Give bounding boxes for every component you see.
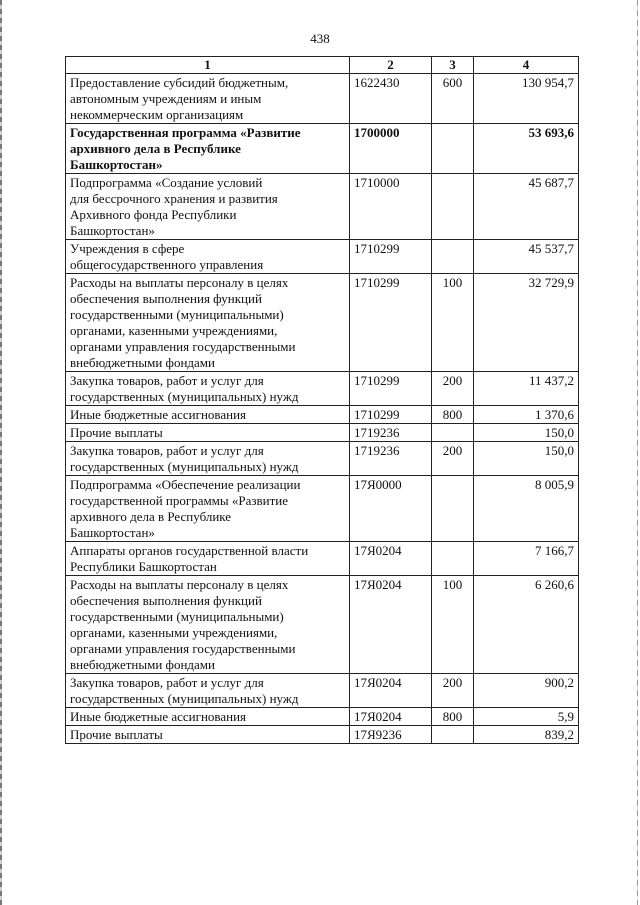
row-type-cell: 800: [432, 708, 474, 726]
row-code-cell: 1710000: [350, 174, 432, 240]
row-amount-cell: 8 005,9: [474, 476, 579, 542]
row-amount-cell: 32 729,9: [474, 274, 579, 372]
row-name-cell: Аппараты органов государственной власти Республики Башкортостан: [66, 542, 350, 576]
table-body: [66, 74, 579, 744]
row-type-cell: 200: [432, 674, 474, 708]
row-type-cell: [432, 174, 474, 240]
column-header-amount: 4: [474, 57, 579, 74]
row-amount-cell: 45 537,7: [474, 240, 579, 274]
row-name-cell: Расходы на выплаты персоналу в целях обеспечения выполнения функций государственными (муниципальными) органами, казенными учреждениями, органами управления государственными внебюджетными фондами: [66, 576, 350, 674]
row-type-cell: 100: [432, 274, 474, 372]
row-type-cell: 200: [432, 442, 474, 476]
row-amount-cell: 53 693,6: [474, 124, 579, 174]
row-type-cell: [432, 476, 474, 542]
row-code-cell: 17Я0204: [350, 576, 432, 674]
column-header-type: 3: [432, 57, 474, 74]
row-name-cell: Государственная программа «Развитие архивного дела в Республике Башкортостан»: [66, 124, 350, 174]
table-row: [66, 406, 579, 424]
row-amount-cell: 7 166,7: [474, 542, 579, 576]
row-name-cell: Подпрограмма «Обеспечение реализации государственной программы «Развитие архивного дела в Республике Башкортостан»: [66, 476, 350, 542]
row-code-cell: 1622430: [350, 74, 432, 124]
row-type-cell: [432, 424, 474, 442]
table-header: [66, 57, 579, 74]
table-row: [66, 726, 579, 744]
row-code-cell: 17Я0204: [350, 542, 432, 576]
row-name-cell: Подпрограмма «Создание условий для бессрочного хранения и развития Архивного фонда Республики Башкортостан»: [66, 174, 350, 240]
row-code-cell: 17Я0000: [350, 476, 432, 542]
row-type-cell: 600: [432, 74, 474, 124]
row-amount-cell: 839,2: [474, 726, 579, 744]
page-number: 438: [310, 31, 330, 46]
row-code-cell: 17Я0204: [350, 674, 432, 708]
table-row: [66, 240, 579, 274]
row-amount-cell: 1 370,6: [474, 406, 579, 424]
row-amount-cell: 6 260,6: [474, 576, 579, 674]
row-name-cell: Закупка товаров, работ и услуг для государственных (муниципальных) нужд: [66, 372, 350, 406]
row-name-cell: Прочие выплаты: [66, 424, 350, 442]
scan-edge-right: [637, 0, 638, 905]
budget-table: [65, 56, 579, 744]
row-amount-cell: 150,0: [474, 424, 579, 442]
column-header-name: 1: [66, 57, 350, 74]
row-code-cell: 1710299: [350, 274, 432, 372]
row-name-cell: Закупка товаров, работ и услуг для государственных (муниципальных) нужд: [66, 442, 350, 476]
row-type-cell: [432, 542, 474, 576]
row-code-cell: 17Я0204: [350, 708, 432, 726]
row-type-cell: 100: [432, 576, 474, 674]
row-name-cell: Иные бюджетные ассигнования: [66, 708, 350, 726]
row-code-cell: 1710299: [350, 372, 432, 406]
row-type-cell: [432, 240, 474, 274]
row-amount-cell: 130 954,7: [474, 74, 579, 124]
table-row: [66, 74, 579, 124]
row-code-cell: 1719236: [350, 424, 432, 442]
row-name-cell: Закупка товаров, работ и услуг для государственных (муниципальных) нужд: [66, 674, 350, 708]
row-amount-cell: 11 437,2: [474, 372, 579, 406]
table-row: [66, 542, 579, 576]
table-row: [66, 274, 579, 372]
row-type-cell: [432, 726, 474, 744]
row-code-cell: 17Я9236: [350, 726, 432, 744]
row-code-cell: 1710299: [350, 240, 432, 274]
row-name-cell: Иные бюджетные ассигнования: [66, 406, 350, 424]
table-row: [66, 442, 579, 476]
row-amount-cell: 150,0: [474, 442, 579, 476]
row-code-cell: 1700000: [350, 124, 432, 174]
row-type-cell: 200: [432, 372, 474, 406]
row-code-cell: 1719236: [350, 442, 432, 476]
table-row: [66, 708, 579, 726]
row-amount-cell: 5,9: [474, 708, 579, 726]
table-row: [66, 372, 579, 406]
row-amount-cell: 45 687,7: [474, 174, 579, 240]
row-name-cell: Предоставление субсидий бюджетным, автономным учреждениям и иным некоммерческим организациям: [66, 74, 350, 124]
row-name-cell: Прочие выплаты: [66, 726, 350, 744]
row-code-cell: 1710299: [350, 406, 432, 424]
row-name-cell: Учреждения в сфере общегосударственного управления: [66, 240, 350, 274]
table-row: [66, 674, 579, 708]
table-row: [66, 424, 579, 442]
table-row: [66, 124, 579, 174]
table-row: [66, 576, 579, 674]
row-type-cell: [432, 124, 474, 174]
row-name-cell: Расходы на выплаты персоналу в целях обеспечения выполнения функций государственными (муниципальными) органами, казенными учреждениями, органами управления государственными внебюджетными фондами: [66, 274, 350, 372]
table-row: [66, 174, 579, 240]
table-row: [66, 476, 579, 542]
column-header-code: 2: [350, 57, 432, 74]
row-type-cell: 800: [432, 406, 474, 424]
scan-edge-left: [0, 0, 2, 905]
row-amount-cell: 900,2: [474, 674, 579, 708]
